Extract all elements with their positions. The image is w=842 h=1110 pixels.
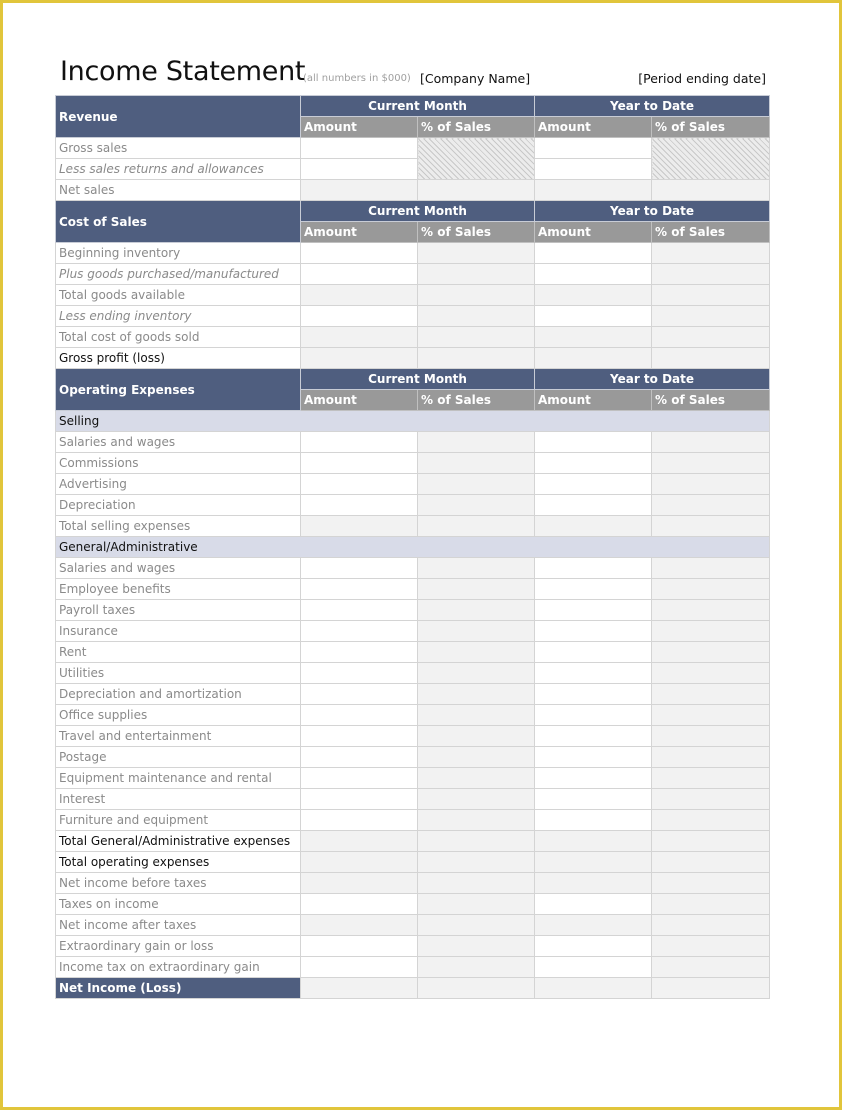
pct-cell — [418, 558, 535, 579]
row-label: Beginning inventory — [56, 243, 301, 264]
calculated-cell — [652, 180, 770, 201]
table-row — [56, 726, 770, 747]
calculated-cell — [535, 327, 652, 348]
pct-cell — [418, 936, 535, 957]
row-label: Salaries and wages — [56, 558, 301, 579]
amount-cell[interactable] — [301, 453, 418, 474]
pct-cell — [418, 831, 535, 852]
amount-cell[interactable] — [535, 243, 652, 264]
amount-header: Amount — [301, 222, 418, 243]
pct-cell — [418, 495, 535, 516]
current-month-header: Current Month — [301, 201, 535, 222]
row-label: Less sales returns and allowances — [56, 159, 301, 180]
pct-cell — [418, 726, 535, 747]
row-label: Plus goods purchased/manufactured — [56, 264, 301, 285]
amount-cell[interactable] — [301, 936, 418, 957]
amount-cell[interactable] — [535, 495, 652, 516]
row-label: Gross sales — [56, 138, 301, 159]
calculated-cell — [301, 852, 418, 873]
row-label: Net income before taxes — [56, 873, 301, 894]
table-row — [56, 285, 770, 306]
pct-cell — [418, 474, 535, 495]
calculated-cell — [301, 516, 418, 537]
pct-cell — [652, 915, 770, 936]
amount-cell[interactable] — [301, 495, 418, 516]
current-month-header: Current Month — [301, 96, 535, 117]
pct-sales-header: % of Sales — [418, 222, 535, 243]
pct-cell — [418, 327, 535, 348]
row-label: Net income after taxes — [56, 915, 301, 936]
pct-cell — [652, 789, 770, 810]
row-label: Utilities — [56, 663, 301, 684]
company-name-field[interactable]: [Company Name] — [420, 71, 531, 86]
amount-cell[interactable] — [301, 600, 418, 621]
pct-cell — [652, 600, 770, 621]
pct-cell — [652, 621, 770, 642]
amount-cell[interactable] — [535, 957, 652, 978]
table-row — [56, 600, 770, 621]
pct-cell — [652, 495, 770, 516]
cost-of-sales-section-title: Cost of Sales — [56, 201, 301, 243]
pct-cell — [418, 915, 535, 936]
table-row — [56, 705, 770, 726]
amount-cell[interactable] — [535, 264, 652, 285]
pct-cell — [418, 348, 535, 369]
selling-rows — [56, 432, 770, 537]
calculated-cell — [301, 873, 418, 894]
row-label: Furniture and equipment — [56, 810, 301, 831]
calculated-cell — [535, 852, 652, 873]
pct-cell — [652, 663, 770, 684]
amount-cell[interactable] — [535, 159, 652, 180]
pct-cell — [652, 873, 770, 894]
table-row — [56, 789, 770, 810]
pct-cell — [418, 894, 535, 915]
pct-cell — [652, 936, 770, 957]
row-label: Gross profit (loss) — [56, 348, 301, 369]
pct-cell — [418, 747, 535, 768]
period-ending-field[interactable]: [Period ending date] — [638, 71, 766, 86]
table-row — [56, 936, 770, 957]
calculated-cell — [535, 915, 652, 936]
amount-cell[interactable] — [301, 138, 418, 159]
pct-sales-header: % of Sales — [652, 117, 770, 138]
amount-cell[interactable] — [301, 663, 418, 684]
pct-cell — [652, 327, 770, 348]
amount-header: Amount — [535, 390, 652, 411]
amount-cell[interactable] — [301, 747, 418, 768]
general-administrative-rows — [56, 558, 770, 831]
table-row — [56, 180, 770, 201]
summary-rows — [56, 831, 770, 978]
amount-cell[interactable] — [301, 558, 418, 579]
pct-cell — [418, 453, 535, 474]
row-label: Advertising — [56, 474, 301, 495]
year-to-date-header: Year to Date — [535, 369, 770, 390]
amount-cell[interactable] — [301, 264, 418, 285]
pct-cell — [418, 306, 535, 327]
row-label: Total selling expenses — [56, 516, 301, 537]
row-label: Less ending inventory — [56, 306, 301, 327]
row-label: Depreciation — [56, 495, 301, 516]
pct-cell — [652, 285, 770, 306]
row-label: Office supplies — [56, 705, 301, 726]
row-label: Payroll taxes — [56, 600, 301, 621]
pct-cell — [418, 621, 535, 642]
table-row — [56, 852, 770, 873]
amount-cell[interactable] — [301, 789, 418, 810]
year-to-date-header: Year to Date — [535, 96, 770, 117]
pct-cell — [418, 579, 535, 600]
table-row — [56, 558, 770, 579]
table-row — [56, 516, 770, 537]
amount-cell[interactable] — [301, 726, 418, 747]
table-row — [56, 138, 770, 159]
table-row — [56, 894, 770, 915]
calculated-cell — [535, 348, 652, 369]
row-label: Insurance — [56, 621, 301, 642]
amount-cell[interactable] — [301, 894, 418, 915]
pct-cell — [652, 852, 770, 873]
pct-cell — [418, 957, 535, 978]
amount-cell[interactable] — [535, 768, 652, 789]
selling-subheader-row — [56, 411, 770, 432]
pct-cell — [418, 264, 535, 285]
amount-cell[interactable] — [301, 684, 418, 705]
net-income-row — [56, 978, 770, 999]
table-row — [56, 873, 770, 894]
pct-cell — [652, 264, 770, 285]
pct-cell — [418, 432, 535, 453]
table-row — [56, 243, 770, 264]
row-label: Rent — [56, 642, 301, 663]
pct-cell — [652, 558, 770, 579]
amount-cell[interactable] — [301, 579, 418, 600]
pct-cell — [652, 243, 770, 264]
amount-header: Amount — [535, 222, 652, 243]
pct-cell — [418, 642, 535, 663]
general-administrative-subheader: General/Administrative — [56, 537, 770, 558]
hatched-cell — [418, 138, 535, 180]
pct-cell — [418, 852, 535, 873]
pct-cell — [652, 726, 770, 747]
calculated-cell — [301, 915, 418, 936]
table-row — [56, 432, 770, 453]
row-label: Depreciation and amortization — [56, 684, 301, 705]
pct-cell — [418, 705, 535, 726]
pct-cell — [652, 894, 770, 915]
row-label: Travel and entertainment — [56, 726, 301, 747]
page-title: Income Statement — [60, 56, 306, 87]
amount-header: Amount — [535, 117, 652, 138]
amount-cell[interactable] — [301, 768, 418, 789]
units-note: (all numbers in $000) — [303, 73, 411, 84]
amount-cell[interactable] — [301, 474, 418, 495]
row-label: Total General/Administrative expenses — [56, 831, 301, 852]
amount-cell[interactable] — [535, 663, 652, 684]
calculated-cell — [535, 873, 652, 894]
amount-cell[interactable] — [535, 579, 652, 600]
amount-cell[interactable] — [301, 957, 418, 978]
table-row — [56, 831, 770, 852]
calculated-cell — [301, 348, 418, 369]
amount-cell[interactable] — [535, 726, 652, 747]
row-label: Equipment maintenance and rental — [56, 768, 301, 789]
amount-cell[interactable] — [535, 810, 652, 831]
amount-cell[interactable] — [301, 621, 418, 642]
row-label: Taxes on income — [56, 894, 301, 915]
pct-cell — [652, 747, 770, 768]
amount-cell[interactable] — [301, 810, 418, 831]
current-month-header: Current Month — [301, 369, 535, 390]
table-row — [56, 474, 770, 495]
amount-cell[interactable] — [301, 243, 418, 264]
pct-sales-header: % of Sales — [652, 222, 770, 243]
amount-cell[interactable] — [535, 558, 652, 579]
row-label: Total operating expenses — [56, 852, 301, 873]
pct-cell — [652, 453, 770, 474]
table-row — [56, 348, 770, 369]
pct-cell — [418, 873, 535, 894]
operating-expenses-header-row — [56, 369, 770, 390]
amount-cell[interactable] — [535, 621, 652, 642]
pct-cell — [652, 810, 770, 831]
table-row — [56, 495, 770, 516]
amount-cell[interactable] — [535, 474, 652, 495]
amount-cell[interactable] — [535, 894, 652, 915]
hatched-cell — [652, 138, 770, 180]
row-label: Employee benefits — [56, 579, 301, 600]
amount-cell[interactable] — [301, 306, 418, 327]
selling-subheader: Selling — [56, 411, 770, 432]
row-label: Commissions — [56, 453, 301, 474]
amount-cell[interactable] — [301, 159, 418, 180]
table-row — [56, 663, 770, 684]
amount-cell[interactable] — [535, 705, 652, 726]
pct-cell — [418, 516, 535, 537]
row-label: Net sales — [56, 180, 301, 201]
amount-cell[interactable] — [535, 600, 652, 621]
pct-cell — [652, 684, 770, 705]
calculated-cell — [301, 831, 418, 852]
amount-cell[interactable] — [535, 138, 652, 159]
pct-cell — [652, 348, 770, 369]
amount-cell[interactable] — [535, 747, 652, 768]
statement-header — [0, 0, 842, 95]
pct-cell — [652, 768, 770, 789]
pct-cell — [652, 474, 770, 495]
pct-cell — [652, 642, 770, 663]
table-row — [56, 810, 770, 831]
amount-cell[interactable] — [535, 684, 652, 705]
income-statement-table — [55, 95, 770, 999]
year-to-date-header: Year to Date — [535, 201, 770, 222]
pct-sales-header: % of Sales — [652, 390, 770, 411]
amount-header: Amount — [301, 117, 418, 138]
calculated-cell — [301, 978, 418, 999]
amount-header: Amount — [301, 390, 418, 411]
table-row — [56, 915, 770, 936]
revenue-header-row — [56, 96, 770, 117]
row-label: Total cost of goods sold — [56, 327, 301, 348]
amount-cell[interactable] — [535, 642, 652, 663]
pct-cell — [418, 243, 535, 264]
table-row — [56, 621, 770, 642]
calculated-cell — [301, 327, 418, 348]
row-label: Salaries and wages — [56, 432, 301, 453]
calculated-cell — [301, 180, 418, 201]
amount-cell[interactable] — [301, 642, 418, 663]
pct-cell — [418, 600, 535, 621]
pct-cell — [418, 684, 535, 705]
table-row — [56, 642, 770, 663]
row-label: Total goods available — [56, 285, 301, 306]
table-row — [56, 747, 770, 768]
calculated-cell — [418, 180, 535, 201]
calculated-cell — [535, 978, 652, 999]
amount-cell[interactable] — [535, 453, 652, 474]
amount-cell[interactable] — [535, 936, 652, 957]
pct-sales-header: % of Sales — [418, 390, 535, 411]
cost-of-sales-header-row — [56, 201, 770, 222]
pct-cell — [418, 285, 535, 306]
amount-cell[interactable] — [535, 789, 652, 810]
amount-cell[interactable] — [535, 306, 652, 327]
pct-cell — [652, 705, 770, 726]
amount-cell[interactable] — [535, 432, 652, 453]
row-label: Interest — [56, 789, 301, 810]
calculated-cell — [301, 285, 418, 306]
ga-subheader-row — [56, 537, 770, 558]
row-label: Extraordinary gain or loss — [56, 936, 301, 957]
pct-cell — [652, 579, 770, 600]
calculated-cell — [535, 516, 652, 537]
table-row — [56, 327, 770, 348]
calculated-cell — [535, 285, 652, 306]
pct-cell — [652, 957, 770, 978]
row-label: Income tax on extraordinary gain — [56, 957, 301, 978]
table-row — [56, 453, 770, 474]
table-row — [56, 768, 770, 789]
pct-cell — [652, 831, 770, 852]
pct-cell — [652, 432, 770, 453]
table-row — [56, 306, 770, 327]
table-row — [56, 264, 770, 285]
table-row — [56, 684, 770, 705]
pct-cell — [418, 789, 535, 810]
calculated-cell — [535, 180, 652, 201]
pct-cell — [652, 978, 770, 999]
pct-cell — [418, 978, 535, 999]
amount-cell[interactable] — [301, 705, 418, 726]
pct-cell — [652, 306, 770, 327]
operating-expenses-section-title: Operating Expenses — [56, 369, 301, 411]
pct-cell — [418, 810, 535, 831]
net-income-label: Net Income (Loss) — [56, 978, 301, 999]
table-row — [56, 579, 770, 600]
row-label: Postage — [56, 747, 301, 768]
pct-cell — [652, 516, 770, 537]
pct-cell — [418, 768, 535, 789]
revenue-section-title: Revenue — [56, 96, 301, 138]
pct-sales-header: % of Sales — [418, 117, 535, 138]
pct-cell — [418, 663, 535, 684]
amount-cell[interactable] — [301, 432, 418, 453]
calculated-cell — [535, 831, 652, 852]
table-row — [56, 957, 770, 978]
